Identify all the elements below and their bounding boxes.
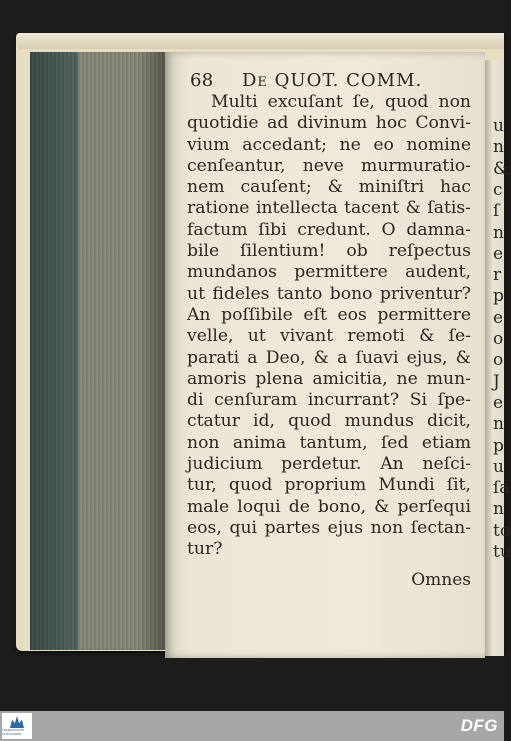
next-page-glyph: o (493, 329, 504, 349)
institution-logo[interactable] (2, 713, 32, 739)
text-line: non anima tantum, ſed etiam (187, 432, 471, 453)
next-page-edge (485, 60, 511, 656)
next-page-glyph: to (493, 520, 511, 541)
next-page-glyph: n (493, 137, 504, 158)
page-edges-shadow (30, 52, 165, 650)
next-page-glyph: u (493, 456, 504, 477)
text-line: ctatur id, quod mundus dicit, (187, 411, 471, 432)
next-page-glyph: n (493, 222, 504, 243)
text-line: factum ſibi credunt. O damna- (187, 219, 471, 240)
text-line: eos, qui partes ejus non ſectan- (187, 517, 471, 538)
text-line: ratione intellecta tacent & ſatis- (187, 198, 471, 219)
text-line: quotidie ad divinum hoc Convi- (187, 113, 471, 134)
cover-top-edge (18, 33, 504, 49)
next-page-glyph: p (493, 286, 504, 307)
page-header (190, 70, 475, 92)
catchword: Omnes (411, 570, 471, 590)
body-text (187, 92, 471, 561)
text-line: Multi excuſant ſe, quod non (211, 92, 471, 112)
text-line: nem cauſent; & miniſtri hac (187, 177, 471, 198)
text-line: tur, quod proprium Mundi ſit, (187, 475, 471, 496)
next-page-glyph: u (493, 116, 504, 136)
book-page (165, 52, 485, 658)
next-page-glyph: p (493, 435, 504, 456)
text-line: velle, ut vivant remoti & ſe- (187, 326, 471, 347)
text-line: tur? (187, 539, 223, 560)
next-page-glyph: c (493, 179, 503, 200)
text-line: vium accedant; ne eo nomine (187, 134, 471, 155)
logo-icon (10, 716, 24, 728)
page-number: 68 (190, 70, 214, 91)
next-page-glyph: e (493, 243, 504, 264)
next-page-glyph: J (493, 371, 500, 392)
text-line: cenſeantur, neve murmuratio- (187, 155, 471, 176)
text-line: ut fideles tanto bono priventur? (187, 283, 471, 304)
text-line: An poſſibile eſt eos permittere (187, 304, 471, 325)
text-line: male loqui de bono, & perſequi (187, 496, 471, 517)
text-line: judicium perdetur. An neſci- (187, 454, 471, 475)
text-line: amoris plena amicitia, ne mun- (187, 368, 471, 389)
next-page-glyph: e (493, 392, 504, 413)
next-page-glyph: e (493, 307, 504, 328)
footer-bar (0, 711, 504, 741)
next-page-glyph: n (493, 414, 504, 435)
text-line: bile ſilentium! ob reſpectus (187, 241, 471, 262)
next-page-glyph: ſa (493, 478, 510, 499)
logo-text: FRANCKESCHE STIFTUNGEN (2, 728, 25, 736)
next-page-glyph: n (493, 499, 504, 520)
text-line: mundanos permittere audent, (187, 262, 471, 283)
next-page-glyph: o (493, 350, 504, 371)
text-line: di cenſuram incurrant? Si ſpe- (187, 390, 471, 411)
dfg-logo[interactable]: DFG (460, 716, 498, 735)
next-page-glyph: ſ (493, 201, 500, 222)
text-line: parati a Deo, & a ſuavi ejus, & (187, 347, 471, 368)
next-page-glyph: & (493, 158, 509, 179)
running-head: De QUOT. COMM. (242, 70, 423, 91)
next-page-glyph: tu (493, 542, 511, 562)
next-page-glyph: r (493, 265, 502, 286)
